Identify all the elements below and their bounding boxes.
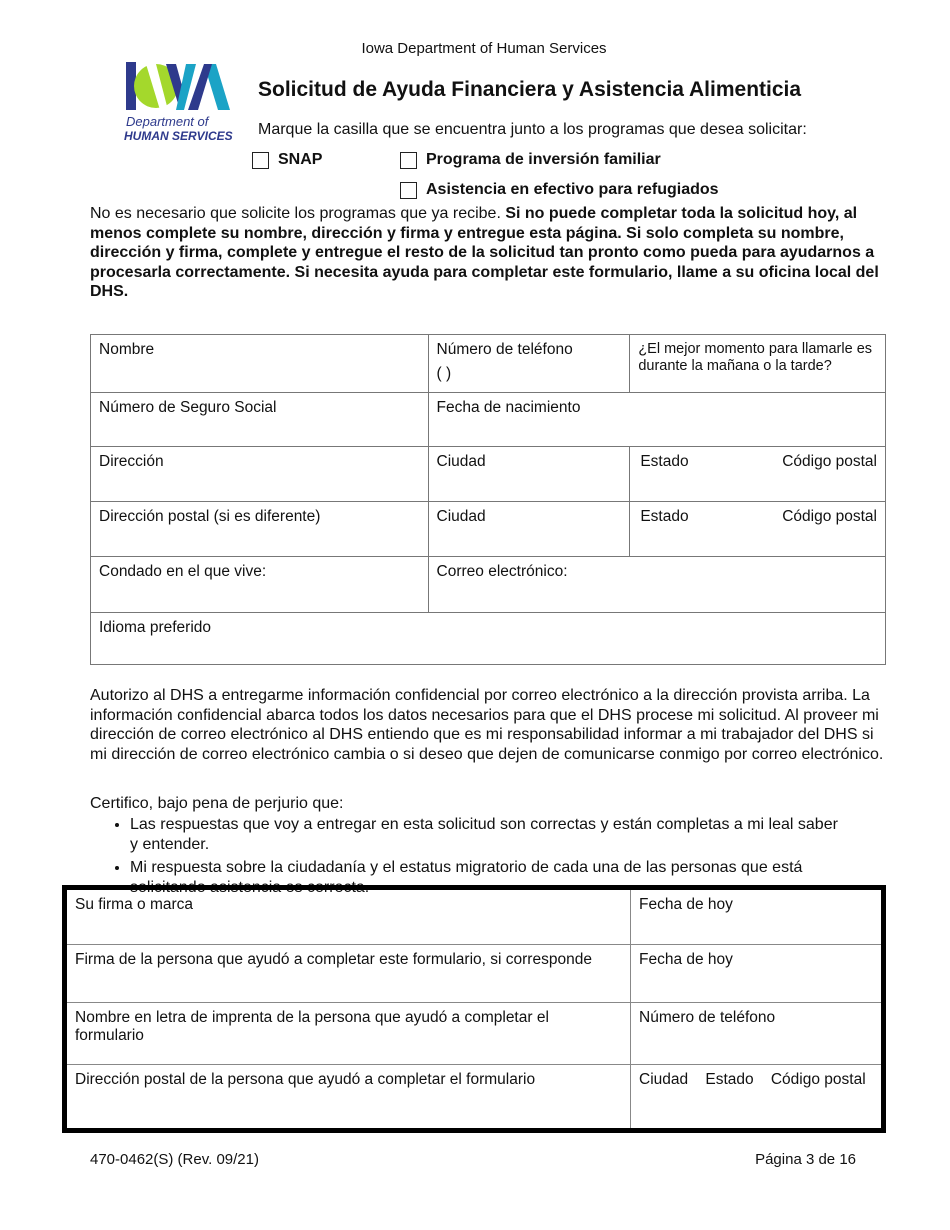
intro-bold-text: Si no puede completar toda la solicitud hoy, al menos complete su nombre, dirección y firma y entregue esta página. Si solo completa su nombre, dirección y firma, complete y entregue el resto de la solicitud tan pronto como pueda para ayudarnos a procesarla correctamente. Si necesita ayuda para completar este formulario, llame a su oficina local del DHS.	[90, 205, 879, 301]
ssn-field[interactable]: Número de Seguro Social	[91, 393, 429, 447]
helper-phone-field[interactable]: Número de teléfono	[631, 1003, 884, 1065]
mailing-state-zip-field[interactable]: Estado Código postal	[630, 502, 886, 557]
agency-header: Iowa Department of Human Services	[361, 40, 607, 57]
state-zip-field[interactable]: Estado Código postal	[630, 447, 886, 502]
intro-text: No es necesario que solicite los programas que ya recibe.	[90, 205, 506, 222]
applicant-table	[90, 334, 886, 665]
city-field[interactable]: Ciudad	[428, 447, 630, 502]
list-item: • Mi respuesta sobre la ciudadanía y el estatus migratorio de cada una de las personas que está solicitando asistencia es correcta.	[130, 858, 850, 897]
county-field[interactable]: Condado en el que vive:	[91, 557, 429, 613]
checkbox-label: Programa de inversión familiar	[426, 151, 661, 168]
address-field[interactable]: Dirección	[91, 447, 429, 502]
intro-paragraph	[90, 204, 890, 302]
svg-text:Department of: Department of	[126, 114, 209, 129]
checkbox-label: Asistencia en efectivo para refugiados	[426, 181, 719, 198]
checkbox-icon[interactable]	[400, 152, 417, 169]
mailing-city-field[interactable]: Ciudad	[428, 502, 630, 557]
phone-field[interactable]: Número de teléfono ( )	[428, 335, 630, 393]
checkbox-label: SNAP	[278, 151, 323, 168]
helper-name-field[interactable]: Nombre en letra de imprenta de la persona que ayudó a completar el formulario	[65, 1003, 631, 1065]
signature-table	[62, 885, 886, 1133]
helper-city-state-zip-field[interactable]: Ciudad Estado Código postal	[631, 1065, 884, 1131]
best-time-field[interactable]: ¿El mejor momento para llamarle es durante la mañana o la tarde?	[630, 335, 886, 393]
email-field[interactable]: Correo electrónico:	[428, 557, 885, 613]
certify-text: Certifico, bajo pena de perjurio que:	[90, 795, 344, 812]
helper-date-field[interactable]: Fecha de hoy	[631, 945, 884, 1003]
consent-paragraph: Autorizo al DHS a entregarme información confidencial por correo electrónico a la dirección provista arriba. La información confidencial abarca todos los datos necesarios para que el DHS procese mi solicitud. Al proveer mi dirección de correo electrónico al DHS entiendo que es mi responsabilidad informar a mi trabajador del DHS si mi dirección de correo electrónico cambia o si deseo que dejen de comunicarse conmigo por correo electrónico.	[90, 687, 884, 763]
date-field[interactable]: Fecha de hoy	[631, 888, 884, 945]
svg-text:HUMAN SERVICES: HUMAN SERVICES	[124, 129, 233, 142]
helper-address-field[interactable]: Dirección postal de la persona que ayudó a completar el formulario	[65, 1065, 631, 1131]
page-number: Página 3 de 16	[755, 1151, 856, 1168]
refugee-cash-checkbox[interactable]	[400, 181, 719, 199]
mailing-address-field[interactable]: Dirección postal (si es diferente)	[91, 502, 429, 557]
form-number: 470-0462(S) (Rev. 09/21)	[90, 1151, 259, 1168]
checkbox-icon[interactable]	[400, 182, 417, 199]
dhs-logo	[124, 60, 236, 147]
checkbox-icon[interactable]	[252, 152, 269, 169]
list-item: • Las respuestas que voy a entregar en esta solicitud son correctas y están completas a mi leal saber y entender.	[130, 815, 850, 854]
dob-field[interactable]: Fecha de nacimiento	[428, 393, 885, 447]
helper-signature-field[interactable]: Firma de la persona que ayudó a completar este formulario, si corresponde	[65, 945, 631, 1003]
instruction: Marque la casilla que se encuentra junto a los programas que desea solicitar:	[258, 121, 807, 138]
family-investment-checkbox[interactable]	[400, 151, 661, 169]
name-field[interactable]: Nombre	[91, 335, 429, 393]
language-field[interactable]: Idioma preferido	[91, 613, 886, 665]
signature-field[interactable]: Su firma o marca	[65, 888, 631, 945]
page-title: Solicitud de Ayuda Financiera y Asistencia Alimenticia	[258, 78, 802, 101]
snap-checkbox[interactable]	[252, 151, 322, 169]
